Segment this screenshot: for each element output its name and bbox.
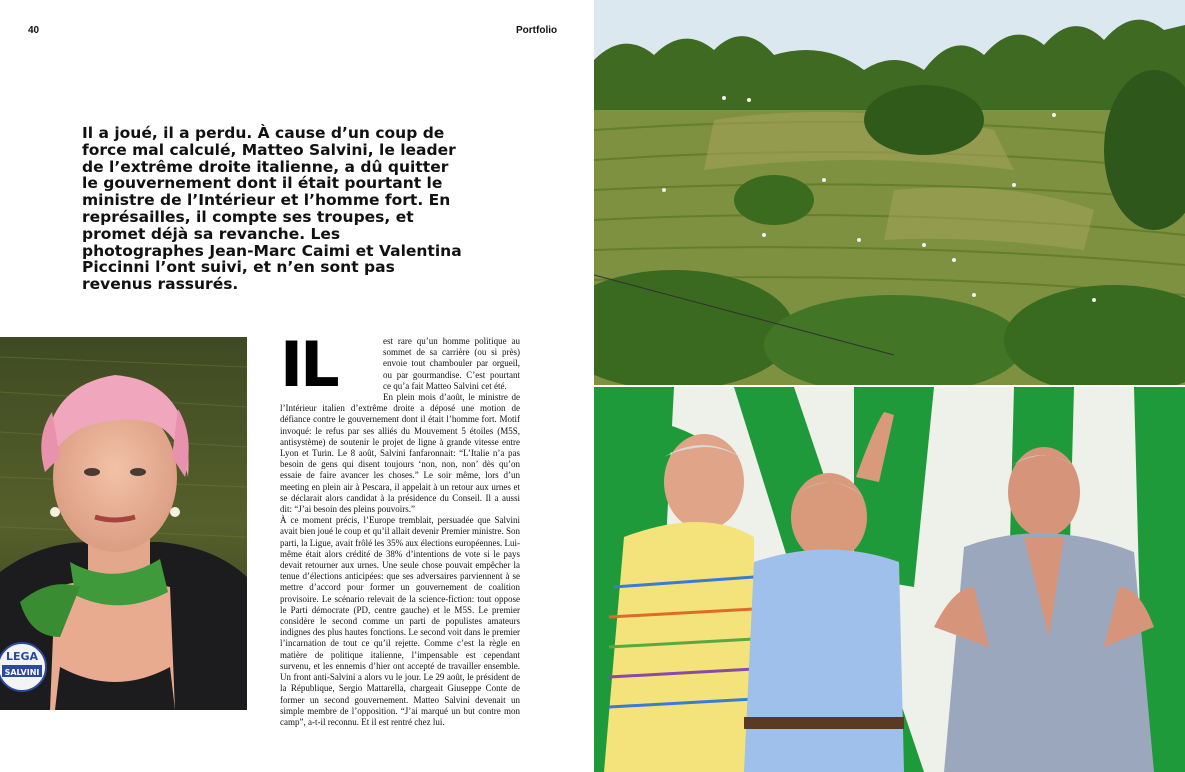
dropcap: IL <box>280 336 337 394</box>
lede-name-salvini: Matteo Salvini <box>241 140 368 159</box>
lede-text-3: et <box>350 241 379 260</box>
badge-top-text: LEGA <box>5 650 39 663</box>
article-paragraph-1: est rare qu’un homme politique au sommet de sa carrière (ou si près) envoie tout chambouler par orgueil, ou par gourmandise. C’est pourtant ce qu’a fait Matteo Salvini cet été. <box>383 336 520 391</box>
section-label: Portfolio <box>516 25 558 36</box>
lede-paragraph <box>82 125 467 293</box>
article-paragraph-3: À ce moment précis, l’Europe tremblait, persuadée que Salvini avait bien joué le coup et qu’il allait devenir Premier ministre. Son parti, la Ligue, avait frôlé les 35% aux élections européennes. Lui-même était alors crédité de 38% d’intentions de vote si le pays devait retourner aux urnes. Une seule chose pouvait empêcher la tenue d’élections anticipées: que ses adversaires parviennent à se mettre d’accord pour former un gouvernement de coalition provisoire. Le scénario relevait de la science-fiction: tout oppose le Parti démocrate (PD, centre gauche) et le M5S. Le premier considère le second comme un parti de populistes amateurs indignes des plus hautes fonctions. Le second voit dans le premier l’incarnation de tout ce qu’il rejette. Comme c’est la règle en matière de politique italienne, l’impensable est cependant survenu, et les ennemis d’hier ont accepté de travailler ensemble. Un front anti-Salvini a alors vu le jour. Le 29 août, le président de la République, Sergio Mattarella, chargeait Giuseppe Conte de former un second gouvernement. Matteo Salvini devenait un simple membre de l’opposition. “J’ai marqué un but contre mon camp”, a-t-il reconnu. Et il est rentré chez lui. <box>280 515 520 727</box>
lega-badge <box>0 643 46 691</box>
lede-text-4: l’ont suivi, et n’en sont pas revenus rassurés. <box>82 258 395 294</box>
article-body <box>280 336 520 728</box>
lede-text-2: , le leader de l’extrême droite italienne, a dû quitter le gouvernement dont il était pourtant le ministre de l’Intérieur et l’homme fort. En représailles, il compte ses troupes, et promet déjà sa revanche. Les photographes <box>82 140 456 260</box>
hillside-photo <box>594 0 1185 385</box>
lede-text-1: Il a joué, il a perdu. À cause d’un coup de force mal calculé, <box>82 124 445 159</box>
page-number: 40 <box>28 25 40 36</box>
lede-name-caimi: Jean-Marc Caimi <box>209 241 351 260</box>
men-graffiti-photo <box>594 387 1185 772</box>
badge-bottom-text: SALVINI <box>4 668 40 677</box>
lede-name-piccinni: Valentina Piccinni <box>82 241 462 277</box>
portrait-photo <box>0 337 247 710</box>
article-paragraph-2: En plein mois d’août, le ministre de l’Intérieur italien d’extrême droite a déposé une motion de défiance contre le gouvernement dont il était l’homme fort. Motif invoqué: le refus par ses alliés du Mouvement 5 étoiles (M5S, antisystème) de soutenir le projet de ligne à grande vitesse entre Lyon et Turin. Le 8 août, Salvini fanfaronnait: “L’Italie n’a pas besoin de gens qui disent toujours ‘non, non, non’ dès qu’on essaie de faire avancer les choses.” Le soir même, lors d’un meeting en plein air à Pescara, il appelait à un retour aux urnes et se déclarait alors candidat à la présidence du Conseil. Il a aussi dit: “J’ai besoin des pleins pouvoirs.” <box>280 392 520 515</box>
